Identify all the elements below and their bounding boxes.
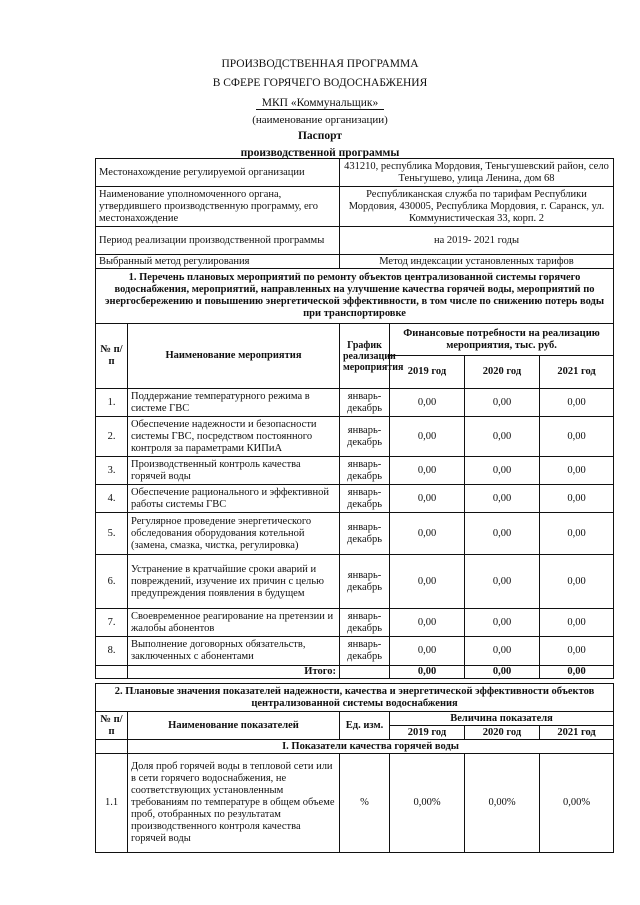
row-activity-name: Регулярное проведение энергетического обследования оборудования котельной (замена, смазка, чистка, регулировка) <box>128 513 340 555</box>
column-year-2021: 2021 год <box>540 356 614 389</box>
column-unit: Ед. изм. <box>340 712 390 740</box>
row-value-2020: 0,00% <box>465 754 540 853</box>
row-number: 1.1 <box>96 754 128 853</box>
program-title-line1: ПРОИЗВОДСТВЕННАЯ ПРОГРАММА <box>221 58 419 70</box>
row-activity-name: Обеспечение рационального и эффективной работы системы ГВС <box>128 485 340 513</box>
row-value-2019: 0,00 <box>390 389 465 417</box>
passport-row <box>96 187 614 227</box>
table-row <box>96 513 614 555</box>
row-activity-name: Обеспечение надежности и безопасности системы ГВС, посредством постоянного контроля за параметрами КИПиА <box>128 417 340 457</box>
row-schedule: январь-декабрь <box>340 485 390 513</box>
passport-title: Паспорт <box>297 130 343 142</box>
column-year-2020: 2020 год <box>465 726 540 740</box>
passport-value: 431210, республика Мордовия, Теньгушевский район, село Теньгушево, улица Ленина, дом 68 <box>340 159 614 187</box>
row-value-2020: 0,00 <box>465 555 540 609</box>
column-year-2019: 2019 год <box>390 726 465 740</box>
row-activity-name: Своевременное реагирование на претензии и жалобы абонентов <box>128 609 340 637</box>
row-schedule: январь-декабрь <box>340 555 390 609</box>
row-number: 6. <box>96 555 128 609</box>
row-value-2019: 0,00 <box>390 637 465 666</box>
section2-title: 2. Плановые значения показателей надежности, качества и энергетической эффективности объектов централизованной системы водоснабжения <box>96 684 614 712</box>
row-activity-name: Производственный контроль качества горячей воды <box>128 457 340 485</box>
passport-row <box>96 227 614 255</box>
row-unit: % <box>340 754 390 853</box>
total-value-2021: 0,00 <box>540 666 614 679</box>
row-value-2020: 0,00 <box>465 609 540 637</box>
row-number: 7. <box>96 609 128 637</box>
row-activity-name: Выполнение договорных обязательств, заключенных с абонентами <box>128 637 340 666</box>
column-indicator-value: Величина показателя <box>390 712 614 726</box>
passport-value: Метод индексации установленных тарифов <box>340 255 614 269</box>
program-title-line2: В СФЕРЕ ГОРЯЧЕГО ВОДОСНАБЖЕНИЯ <box>212 77 428 89</box>
row-schedule: январь-декабрь <box>340 457 390 485</box>
organization-name-line <box>0 96 640 110</box>
row-schedule: январь-декабрь <box>340 637 390 666</box>
total-value-2019: 0,00 <box>390 666 465 679</box>
row-value-2021: 0,00 <box>540 609 614 637</box>
column-schedule: График реализации мероприятия <box>340 324 390 389</box>
row-value-2021: 0,00 <box>540 637 614 666</box>
row-indicator-name: Доля проб горячей воды в тепловой сети или в сети горячего водоснабжения, не соответствующих установленным требованиям по температуре в общем объеме проб, отобранных по результатам производственного контроля качества горячей воды <box>128 754 340 853</box>
row-value-2021: 0,00 <box>540 513 614 555</box>
column-number: № п/п <box>96 712 128 740</box>
passport-label: Период реализации производственной программы <box>96 227 340 255</box>
passport-value: Республиканская служба по тарифам Республики Мордовия, 430005, Республика Мордовия, г. Саранск, ул. Коммунистическая 33, корп. 2 <box>340 187 614 227</box>
passport-label: Наименование уполномоченного органа, утвердившего производственную программу, его местонахождение <box>96 187 340 227</box>
column-activity-name: Наименование мероприятия <box>128 324 340 389</box>
table-row <box>96 485 614 513</box>
group-title: I. Показатели качества горячей воды <box>128 740 614 754</box>
table-row <box>96 457 614 485</box>
row-number: 5. <box>96 513 128 555</box>
row-value-2019: 0,00 <box>390 513 465 555</box>
passport-label: Местонахождение регулируемой организации <box>96 159 340 187</box>
row-number: 1. <box>96 389 128 417</box>
row-schedule: январь-декабрь <box>340 513 390 555</box>
row-value-2019: 0,00 <box>390 457 465 485</box>
row-value-2019: 0,00% <box>390 754 465 853</box>
column-year-2020: 2020 год <box>465 356 540 389</box>
column-number: № п/п <box>96 324 128 389</box>
column-year-2019: 2019 год <box>390 356 465 389</box>
section1-title: 1. Перечень плановых мероприятий по ремонту объектов централизованной системы горячего водоснабжения, мероприятий, направленных на улучшение качества горячей воды, мероприятий по энергосбережению и повышению энергетической эффективности, в том числе по снижению потерь воды при транспортировке <box>96 269 614 324</box>
organization-name: МКП «Коммунальщик» <box>256 97 384 110</box>
table-row <box>96 417 614 457</box>
total-value-2020: 0,00 <box>465 666 540 679</box>
passport-subtitle: производственной программы <box>240 147 400 159</box>
row-schedule: январь-декабрь <box>340 609 390 637</box>
row-activity-name: Поддержание температурного режима в системе ГВС <box>128 389 340 417</box>
passport-row <box>96 159 614 187</box>
row-value-2020: 0,00 <box>465 389 540 417</box>
row-value-2021: 0,00 <box>540 457 614 485</box>
total-schedule-cell <box>340 666 390 679</box>
row-value-2020: 0,00 <box>465 513 540 555</box>
row-value-2019: 0,00 <box>390 485 465 513</box>
table-row <box>96 609 614 637</box>
table-row <box>96 637 614 666</box>
row-value-2019: 0,00 <box>390 417 465 457</box>
row-value-2019: 0,00 <box>390 555 465 609</box>
passport-value: на 2019- 2021 годы <box>340 227 614 255</box>
row-number: 3. <box>96 457 128 485</box>
row-schedule: январь-декабрь <box>340 389 390 417</box>
total-row <box>96 666 614 679</box>
row-value-2021: 0,00 <box>540 389 614 417</box>
total-label: Итого: <box>128 666 340 679</box>
passport-table <box>95 158 614 269</box>
row-schedule: январь-декабрь <box>340 417 390 457</box>
row-value-2021: 0,00 <box>540 485 614 513</box>
passport-label: Выбранный метод регулирования <box>96 255 340 269</box>
row-number: 2. <box>96 417 128 457</box>
row-value-2020: 0,00 <box>465 637 540 666</box>
activities-table <box>95 268 614 679</box>
row-number: 4. <box>96 485 128 513</box>
row-value-2020: 0,00 <box>465 457 540 485</box>
row-value-2019: 0,00 <box>390 609 465 637</box>
column-year-2021: 2021 год <box>540 726 614 740</box>
organization-caption: (наименование организации) <box>252 114 388 126</box>
row-activity-name: Устранение в кратчайшие сроки аварий и повреждений, изучение их причин с целью предупреждения появления в будущем <box>128 555 340 609</box>
row-value-2021: 0,00% <box>540 754 614 853</box>
table-row <box>96 754 614 853</box>
row-value-2020: 0,00 <box>465 485 540 513</box>
row-value-2021: 0,00 <box>540 417 614 457</box>
column-finance: Финансовые потребности на реализацию мероприятия, тыс. руб. <box>390 324 614 356</box>
group-empty-cell <box>96 740 128 754</box>
indicators-table <box>95 683 614 853</box>
row-number: 8. <box>96 637 128 666</box>
row-value-2020: 0,00 <box>465 417 540 457</box>
row-value-2021: 0,00 <box>540 555 614 609</box>
column-indicator-name: Наименование показателей <box>128 712 340 740</box>
passport-row <box>96 255 614 269</box>
table-row <box>96 389 614 417</box>
total-empty-cell <box>96 666 128 679</box>
table-row <box>96 555 614 609</box>
